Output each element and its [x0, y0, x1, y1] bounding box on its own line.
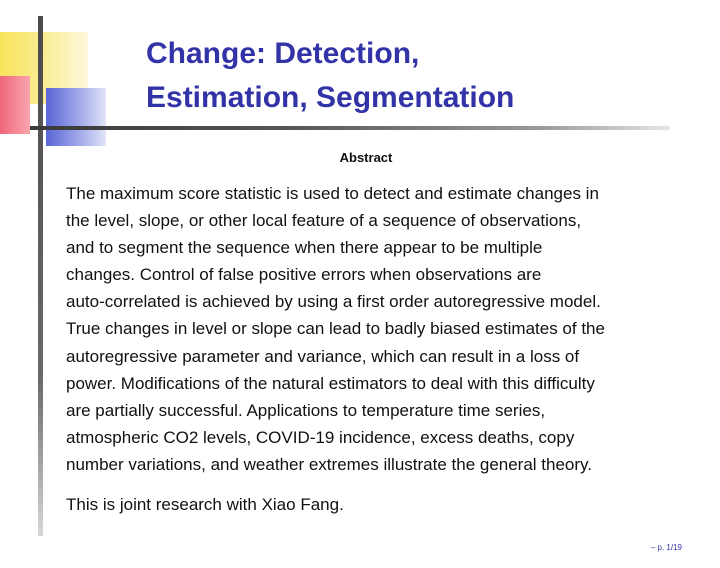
abstract-line: autoregressive parameter and variance, which can result in a loss of [66, 346, 580, 366]
page-number: – p. 1/19 [650, 543, 682, 552]
abstract-line: atmospheric CO2 levels, COVID-19 incidence, excess deaths, copy [66, 427, 575, 447]
abstract-line: power. Modifications of the natural estimators to deal with this difficulty [66, 373, 595, 393]
decor-vertical-rule [38, 16, 43, 536]
decor-horizontal-rule [30, 126, 670, 130]
abstract-line: are partially successful. Applications to temperature time series, [66, 400, 546, 420]
abstract-body [66, 180, 686, 478]
slide-title-line-1: Change: Detection, [146, 37, 420, 70]
abstract-line: and to segment the sequence when there appear to be multiple [66, 238, 543, 258]
abstract-line: number variations, and weather extremes illustrate the general theory. [66, 454, 593, 474]
abstract-heading: Abstract [339, 150, 393, 165]
abstract-line: the level, slope, or other local feature of a sequence of observations, [66, 211, 582, 231]
abstract-line: True changes in level or slope can lead to badly biased estimates of the [66, 319, 605, 339]
decor-red-square [0, 76, 30, 134]
joint-research-note: This is joint research with Xiao Fang. [66, 495, 344, 514]
slide-title [146, 32, 514, 120]
abstract-line: changes. Control of false positive errors when observations are [66, 265, 542, 285]
slide-title-line-2: Estimation, Segmentation [146, 81, 515, 114]
abstract-line: auto-correlated is achieved by using a first order autoregressive model. [66, 292, 601, 312]
abstract-line: The maximum score statistic is used to detect and estimate changes in [66, 184, 599, 203]
decor-blue-square [46, 88, 106, 146]
